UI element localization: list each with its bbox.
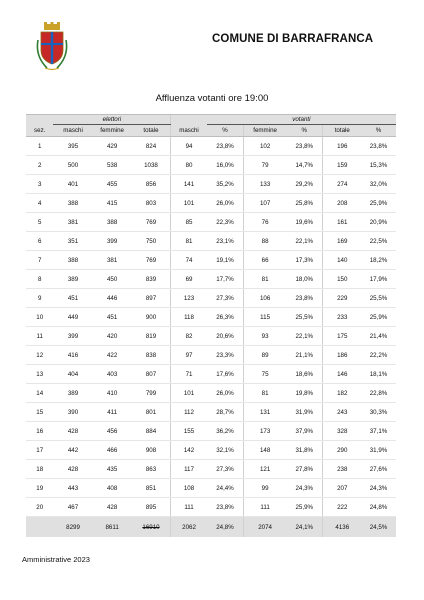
table-cell: 37,1% <box>361 422 396 441</box>
table-cell: 142 <box>171 441 207 460</box>
table-cell: 455 <box>93 175 132 194</box>
table-cell: 538 <box>93 156 132 175</box>
table-cell: 25,5% <box>361 289 396 308</box>
table-cell: 140 <box>323 251 361 270</box>
table-cell: 428 <box>93 498 132 517</box>
table-cell: 233 <box>323 308 361 327</box>
table-cell: 20,6% <box>207 327 244 346</box>
table-cell: 186 <box>323 346 361 365</box>
table-cell: 16,0% <box>207 156 244 175</box>
table-cell: 121 <box>244 460 286 479</box>
table-cell: 19,1% <box>207 251 244 270</box>
col-header: totale <box>323 125 361 137</box>
table-cell: 381 <box>93 251 132 270</box>
table-cell: 29,2% <box>286 175 323 194</box>
table-row <box>26 156 396 175</box>
table-row <box>26 251 396 270</box>
table-cell: 27,3% <box>207 289 244 308</box>
table-cell: 85 <box>171 213 207 232</box>
table-cell: 328 <box>323 422 361 441</box>
table-cell: 17,6% <box>207 365 244 384</box>
table-cell: 89 <box>244 346 286 365</box>
table-cell: 451 <box>93 308 132 327</box>
col-header: maschi <box>53 125 92 137</box>
table-cell: 20 <box>26 498 53 517</box>
table-cell: 27,8% <box>286 460 323 479</box>
table-cell: 69 <box>171 270 207 289</box>
table-body <box>26 137 396 517</box>
table-cell: 175 <box>323 327 361 346</box>
table-cell: 11 <box>26 327 53 346</box>
table-cell: 435 <box>93 460 132 479</box>
table-cell: 23,8% <box>286 137 323 156</box>
table-cell: 25,9% <box>361 194 396 213</box>
table-cell: 5 <box>26 213 53 232</box>
table-cell: 101 <box>171 384 207 403</box>
table-cell: 208 <box>323 194 361 213</box>
table-cell: 112 <box>171 403 207 422</box>
table-cell: 222 <box>323 498 361 517</box>
col-header: % <box>207 125 244 137</box>
table-cell: 19,6% <box>286 213 323 232</box>
table-cell: 24,8% <box>207 517 244 538</box>
table-cell: 856 <box>132 175 171 194</box>
table-cell: 442 <box>53 441 92 460</box>
col-header: % <box>361 125 396 137</box>
table-cell: 133 <box>244 175 286 194</box>
table-cell: 93 <box>244 327 286 346</box>
table-cell: 207 <box>323 479 361 498</box>
table-row <box>26 479 396 498</box>
table-cell: 24,4% <box>207 479 244 498</box>
table-cell: 395 <box>53 137 92 156</box>
table-cell: 123 <box>171 289 207 308</box>
table-cell: 106 <box>244 289 286 308</box>
table-cell: 23,8% <box>207 137 244 156</box>
table-cell: 101 <box>171 194 207 213</box>
table-cell: 26,0% <box>207 384 244 403</box>
table-cell: 17,3% <box>286 251 323 270</box>
table-cell: 446 <box>93 289 132 308</box>
table-cell: 838 <box>132 346 171 365</box>
table-cell: 4 <box>26 194 53 213</box>
table-cell: 803 <box>132 194 171 213</box>
table-cell: 450 <box>93 270 132 289</box>
table-cell: 4136 <box>323 517 361 538</box>
table-cell: 851 <box>132 479 171 498</box>
table-cell: 23,3% <box>207 346 244 365</box>
report-subtitle: Affluenza votanti ore 19:00 <box>155 93 269 104</box>
table-cell: 22,3% <box>207 213 244 232</box>
table-cell: 415 <box>93 194 132 213</box>
table-cell: 443 <box>53 479 92 498</box>
table-cell: 22,5% <box>361 232 396 251</box>
table-cell: 401 <box>53 175 92 194</box>
table-cell: 79 <box>244 156 286 175</box>
table-cell: 18 <box>26 460 53 479</box>
table-cell: 159 <box>323 156 361 175</box>
table-cell: 32,1% <box>207 441 244 460</box>
turnout-table <box>26 114 396 537</box>
table-cell: 31,9% <box>286 403 323 422</box>
table-row <box>26 460 396 479</box>
table-cell: 8299 <box>53 517 92 538</box>
table-cell: 24,3% <box>286 479 323 498</box>
table-cell: 17,7% <box>207 270 244 289</box>
table-cell: 37,9% <box>286 422 323 441</box>
table-cell: 389 <box>53 384 92 403</box>
table-cell: 196 <box>323 137 361 156</box>
table-cell: 25,5% <box>286 308 323 327</box>
table-cell: 13 <box>26 365 53 384</box>
table-cell: 22,8% <box>361 384 396 403</box>
table-cell: 908 <box>132 441 171 460</box>
col-header: maschi <box>171 125 207 137</box>
table-cell: 173 <box>244 422 286 441</box>
table-cell: 390 <box>53 403 92 422</box>
col-header: femmine <box>93 125 132 137</box>
table-cell: 23,8% <box>207 498 244 517</box>
table-cell: 27,3% <box>207 460 244 479</box>
table-cell: 108 <box>171 479 207 498</box>
table-cell: 18,0% <box>286 270 323 289</box>
table-cell: 10 <box>26 308 53 327</box>
table-cell: 388 <box>53 251 92 270</box>
table-cell: 16 <box>26 422 53 441</box>
table-cell: 20,9% <box>361 213 396 232</box>
table-cell: 388 <box>93 213 132 232</box>
table-row <box>26 365 396 384</box>
group-header-elettori: elettori <box>53 115 170 125</box>
table-cell: 467 <box>53 498 92 517</box>
col-header: femmine <box>244 125 286 137</box>
table-cell: 399 <box>93 232 132 251</box>
table-cell: 229 <box>323 289 361 308</box>
table-cell: 8 <box>26 270 53 289</box>
table-cell: 24,5% <box>361 517 396 538</box>
table-cell: 118 <box>171 308 207 327</box>
table-cell: 897 <box>132 289 171 308</box>
table-cell: 19 <box>26 479 53 498</box>
table-cell: 81 <box>244 384 286 403</box>
table-cell: 22,1% <box>286 327 323 346</box>
table-cell: 769 <box>132 213 171 232</box>
table-cell: 884 <box>132 422 171 441</box>
table-cell: 2 <box>26 156 53 175</box>
table-cell: 2062 <box>171 517 207 538</box>
table-cell: 12 <box>26 346 53 365</box>
table-cell: 26,3% <box>207 308 244 327</box>
table-cell: 411 <box>93 403 132 422</box>
table-cell: 420 <box>93 327 132 346</box>
table-cell: 422 <box>93 346 132 365</box>
table-cell: 66 <box>244 251 286 270</box>
table-cell: 94 <box>171 137 207 156</box>
table-cell: 2074 <box>244 517 286 538</box>
table-cell: 80 <box>171 156 207 175</box>
table-cell: 21,4% <box>361 327 396 346</box>
table-cell: 500 <box>53 156 92 175</box>
table-cell: 8611 <box>93 517 132 538</box>
table-cell: 81 <box>244 270 286 289</box>
table-cell: 750 <box>132 232 171 251</box>
table-cell: 22,2% <box>361 346 396 365</box>
table-cell: 24,8% <box>361 498 396 517</box>
group-header-row <box>26 115 396 125</box>
table-cell: 895 <box>132 498 171 517</box>
table-cell: 900 <box>132 308 171 327</box>
table-cell: 131 <box>244 403 286 422</box>
table-cell: 161 <box>323 213 361 232</box>
table-cell: 23,8% <box>286 289 323 308</box>
table-cell: 71 <box>171 365 207 384</box>
column-header-row <box>26 125 396 137</box>
table-cell: 290 <box>323 441 361 460</box>
table-cell: 17,9% <box>361 270 396 289</box>
table-cell: 36,2% <box>207 422 244 441</box>
table-cell: 146 <box>323 365 361 384</box>
table-cell: 75 <box>244 365 286 384</box>
table-row <box>26 232 396 251</box>
col-header: sez. <box>26 125 53 137</box>
table-cell: 15 <box>26 403 53 422</box>
table-cell: 117 <box>171 460 207 479</box>
table-cell: 799 <box>132 384 171 403</box>
table-cell: 19,8% <box>286 384 323 403</box>
table-cell: 16910 <box>132 517 171 538</box>
table-cell: 14,7% <box>286 156 323 175</box>
group-header-votanti: votanti <box>207 115 396 125</box>
table-cell: 23,1% <box>207 232 244 251</box>
table-cell: 27,6% <box>361 460 396 479</box>
footer-note: Amministrative 2023 <box>22 555 90 564</box>
table-cell: 6 <box>26 232 53 251</box>
col-header: % <box>286 125 323 137</box>
table-cell: 801 <box>132 403 171 422</box>
table-cell: 381 <box>53 213 92 232</box>
table-cell: 28,7% <box>207 403 244 422</box>
table-cell: 428 <box>53 422 92 441</box>
table-cell: 7 <box>26 251 53 270</box>
table-row <box>26 327 396 346</box>
table-cell: 31,8% <box>286 441 323 460</box>
table-row <box>26 175 396 194</box>
totals-row <box>26 517 396 538</box>
table-cell: 807 <box>132 365 171 384</box>
table-cell: 819 <box>132 327 171 346</box>
table-row <box>26 270 396 289</box>
table-cell: 99 <box>244 479 286 498</box>
table-cell: 102 <box>244 137 286 156</box>
table-row <box>26 441 396 460</box>
table-cell: 15,3% <box>361 156 396 175</box>
table-cell: 404 <box>53 365 92 384</box>
table-cell: 82 <box>171 327 207 346</box>
municipality-title: COMUNE DI BARRAFRANCA <box>212 33 374 45</box>
table-cell: 30,3% <box>361 403 396 422</box>
table-cell: 389 <box>53 270 92 289</box>
table-cell: 351 <box>53 232 92 251</box>
table-cell: 111 <box>244 498 286 517</box>
table-cell: 429 <box>93 137 132 156</box>
table-cell: 839 <box>132 270 171 289</box>
table-cell: 97 <box>171 346 207 365</box>
table-cell: 824 <box>132 137 171 156</box>
table-row <box>26 194 396 213</box>
table-cell: 155 <box>171 422 207 441</box>
table-cell: 23,8% <box>361 137 396 156</box>
table-cell: 410 <box>93 384 132 403</box>
table-cell: 18,6% <box>286 365 323 384</box>
table-cell: 399 <box>53 327 92 346</box>
table-row <box>26 422 396 441</box>
table-cell: 451 <box>53 289 92 308</box>
table-row <box>26 346 396 365</box>
table-cell: 24,3% <box>361 479 396 498</box>
table-row <box>26 289 396 308</box>
table-cell: 24,1% <box>286 517 323 538</box>
table-cell: 18,1% <box>361 365 396 384</box>
table-cell: 9 <box>26 289 53 308</box>
table-row <box>26 137 396 156</box>
table-cell: 243 <box>323 403 361 422</box>
table-cell: 416 <box>53 346 92 365</box>
table-cell: 81 <box>171 232 207 251</box>
table-cell <box>26 517 53 538</box>
table-cell: 769 <box>132 251 171 270</box>
table-cell: 408 <box>93 479 132 498</box>
table-cell: 31,9% <box>361 441 396 460</box>
table-cell: 1038 <box>132 156 171 175</box>
table-cell: 107 <box>244 194 286 213</box>
table-cell: 148 <box>244 441 286 460</box>
table-row <box>26 308 396 327</box>
table-cell: 21,1% <box>286 346 323 365</box>
table-cell: 35,2% <box>207 175 244 194</box>
table-cell: 3 <box>26 175 53 194</box>
table-cell: 456 <box>93 422 132 441</box>
table-cell: 14 <box>26 384 53 403</box>
table-cell: 863 <box>132 460 171 479</box>
table-cell: 274 <box>323 175 361 194</box>
table-cell: 25,8% <box>286 194 323 213</box>
table-cell: 182 <box>323 384 361 403</box>
table-cell: 17 <box>26 441 53 460</box>
table-cell: 169 <box>323 232 361 251</box>
table-cell: 428 <box>53 460 92 479</box>
table-cell: 76 <box>244 213 286 232</box>
table-cell: 26,0% <box>207 194 244 213</box>
table-cell: 150 <box>323 270 361 289</box>
table-cell: 25,9% <box>286 498 323 517</box>
table-cell: 111 <box>171 498 207 517</box>
table-cell: 18,2% <box>361 251 396 270</box>
table-cell: 32,0% <box>361 175 396 194</box>
table-cell: 88 <box>244 232 286 251</box>
table-cell: 22,1% <box>286 232 323 251</box>
municipal-crest-icon <box>35 22 69 72</box>
table-row <box>26 213 396 232</box>
table-cell: 115 <box>244 308 286 327</box>
table-cell: 238 <box>323 460 361 479</box>
table-row <box>26 498 396 517</box>
table-cell: 449 <box>53 308 92 327</box>
table-cell: 388 <box>53 194 92 213</box>
table-row <box>26 384 396 403</box>
table-row <box>26 403 396 422</box>
table-cell: 74 <box>171 251 207 270</box>
table-cell: 1 <box>26 137 53 156</box>
table-cell: 466 <box>93 441 132 460</box>
col-header: totale <box>132 125 171 137</box>
table-cell: 403 <box>93 365 132 384</box>
table-cell: 141 <box>171 175 207 194</box>
table-cell: 25,9% <box>361 308 396 327</box>
